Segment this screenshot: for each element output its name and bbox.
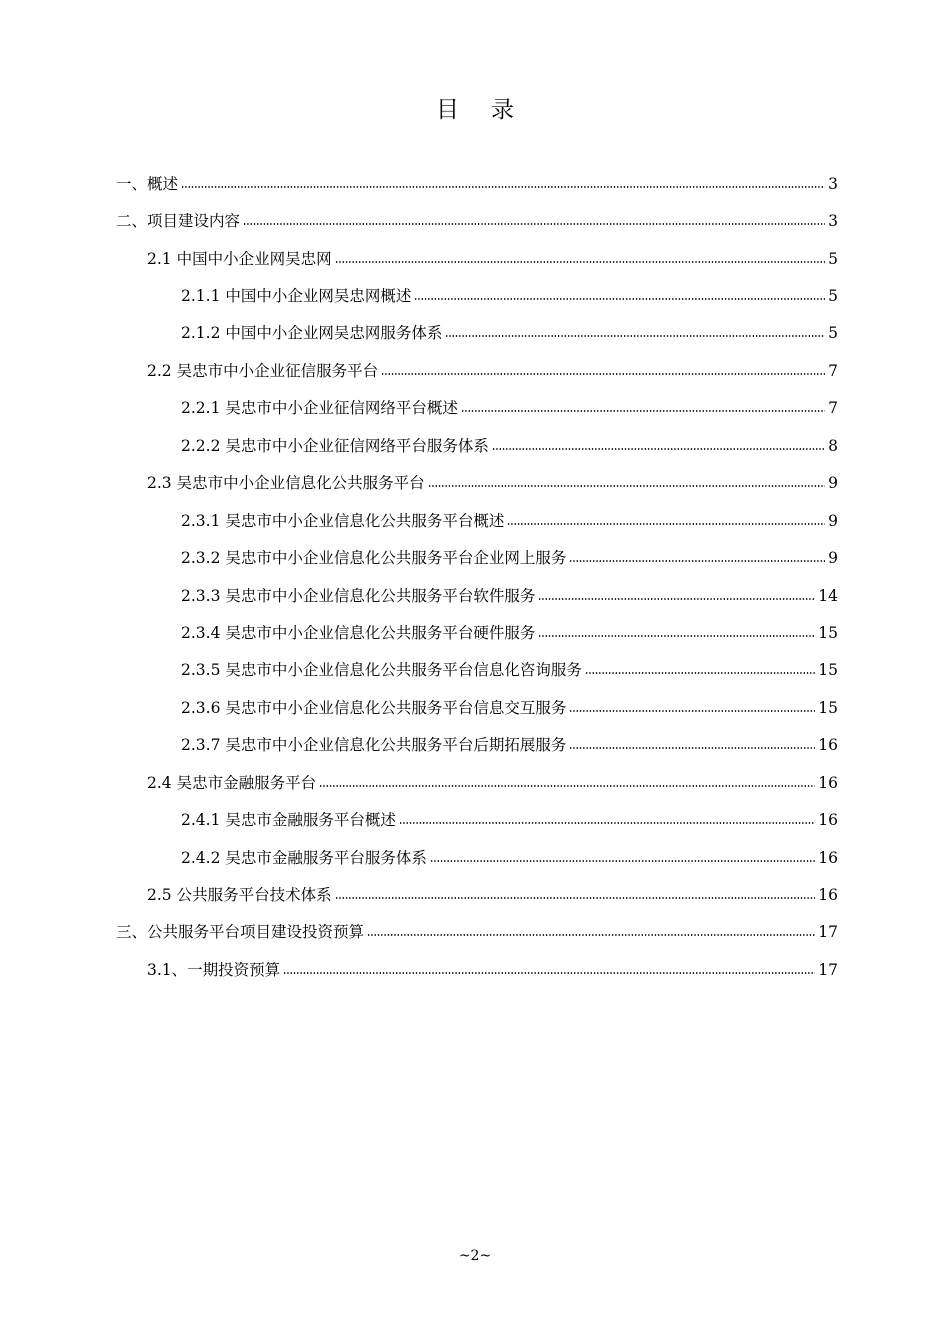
toc-dot-leader: [381, 373, 825, 375]
toc-entry[interactable]: [0, 277, 838, 314]
toc-entry[interactable]: [0, 202, 838, 239]
toc-dot-leader: [538, 635, 815, 637]
toc-dot-leader: [414, 298, 825, 300]
toc-entry[interactable]: [0, 764, 838, 801]
toc-entry-page: 16: [818, 848, 838, 867]
toc-entry-label: 2.3.5 吴忠市中小企业信息化公共服务平台信息化咨询服务: [181, 661, 582, 680]
toc-entry-page: 7: [828, 361, 838, 380]
toc-dot-leader: [585, 672, 815, 674]
toc-dot-leader: [367, 934, 815, 936]
toc-entry[interactable]: [0, 801, 838, 838]
toc-entry[interactable]: [0, 502, 838, 539]
toc-entry-label: 2.2.2 吴忠市中小企业征信网络平台服务体系: [181, 436, 489, 455]
toc-entry-page: 16: [818, 886, 838, 905]
toc-dot-leader: [538, 598, 815, 600]
toc-entry-page: 15: [818, 698, 838, 717]
toc-entry[interactable]: [0, 352, 838, 389]
toc-entry[interactable]: [0, 315, 838, 352]
toc-dot-leader: [445, 335, 825, 337]
toc-entry[interactable]: [0, 614, 838, 651]
toc-entry-label: 2.4.2 吴忠市金融服务平台服务体系: [181, 848, 427, 867]
toc-entry-label: 2.1.1 中国中小企业网吴忠网概述: [181, 287, 412, 306]
toc-entry-page: 15: [818, 661, 838, 680]
toc-entry[interactable]: [0, 951, 838, 988]
toc-dot-leader: [507, 523, 825, 525]
toc-title: 目录: [436, 97, 546, 123]
toc-entry-page: 5: [828, 249, 838, 268]
toc-entry-label: 2.4 吴忠市金融服务平台: [147, 773, 317, 792]
toc-entry-page: 7: [828, 399, 838, 418]
toc-entry-label: 2.3.3 吴忠市中小企业信息化公共服务平台软件服务: [181, 586, 536, 605]
toc-entry-page: 16: [818, 736, 838, 755]
toc-entry-label: 2.3.7 吴忠市中小企业信息化公共服务平台后期拓展服务: [181, 736, 567, 755]
toc-entry-page: 16: [818, 773, 838, 792]
toc-dot-leader: [335, 897, 816, 899]
toc-entry-page: 15: [818, 623, 838, 642]
toc-entry-page: 8: [828, 436, 838, 455]
toc-entry-label: 一、概述: [116, 174, 179, 193]
toc-entry-page: 9: [828, 511, 838, 530]
toc-entry[interactable]: [0, 165, 838, 202]
toc-entry[interactable]: [0, 839, 838, 876]
toc-entry[interactable]: [0, 876, 838, 913]
toc-dot-leader: [243, 223, 825, 225]
toc-entry-label: 2.4.1 吴忠市金融服务平台概述: [181, 811, 396, 830]
toc-entry-label: 2.5 公共服务平台技术体系: [147, 886, 332, 905]
toc-entry-label: 3.1、一期投资预算: [147, 960, 281, 979]
toc-entry-page: 17: [818, 923, 838, 942]
toc-entry[interactable]: [0, 539, 838, 576]
toc-entry[interactable]: [0, 577, 838, 614]
toc-entry[interactable]: [0, 914, 838, 951]
toc-dot-leader: [181, 186, 825, 188]
toc-entry-label: 2.3.1 吴忠市中小企业信息化公共服务平台概述: [181, 511, 505, 530]
page-number: ~2~: [458, 1248, 492, 1264]
toc-dot-leader: [428, 485, 826, 487]
toc-entry[interactable]: [0, 427, 838, 464]
toc-entry-label: 2.1.2 中国中小企业网吴忠网服务体系: [181, 324, 443, 343]
toc-entry-label: 二、项目建设内容: [116, 212, 241, 231]
toc-entry-page: 9: [828, 549, 838, 568]
toc-entry-label: 2.1 中国中小企业网吴忠网: [147, 249, 332, 268]
toc-entry-page: 17: [818, 960, 838, 979]
toc-entry-label: 2.3 吴忠市中小企业信息化公共服务平台: [147, 474, 425, 493]
toc-entry-label: 三、公共服务平台项目建设投资预算: [116, 923, 365, 942]
toc-entry-label: 2.3.6 吴忠市中小企业信息化公共服务平台信息交互服务: [181, 698, 567, 717]
toc-dot-leader: [335, 261, 826, 263]
toc-dot-leader: [319, 785, 815, 787]
toc-entry[interactable]: [0, 727, 838, 764]
toc-entry[interactable]: [0, 390, 838, 427]
toc-entry-label: 2.2 吴忠市中小企业征信服务平台: [147, 361, 379, 380]
toc-entry-page: 5: [828, 287, 838, 306]
toc-entry-label: 2.2.1 吴忠市中小企业征信网络平台概述: [181, 399, 458, 418]
toc-entry[interactable]: [0, 652, 838, 689]
toc-dot-leader: [430, 860, 815, 862]
toc-dot-leader: [283, 972, 815, 974]
toc-entry-page: 5: [828, 324, 838, 343]
toc-entry-page: 3: [828, 174, 838, 193]
toc-dot-leader: [399, 822, 815, 824]
toc-dot-leader: [569, 560, 825, 562]
toc-dot-leader: [569, 747, 815, 749]
toc-entry[interactable]: [0, 240, 838, 277]
toc-entry-page: 14: [818, 586, 838, 605]
toc-entry-label: 2.3.2 吴忠市中小企业信息化公共服务平台企业网上服务: [181, 549, 567, 568]
toc-entry-page: 9: [828, 474, 838, 493]
toc-entry[interactable]: [0, 465, 838, 502]
toc-entry-label: 2.3.4 吴忠市中小企业信息化公共服务平台硬件服务: [181, 623, 536, 642]
toc-dot-leader: [461, 410, 825, 412]
toc-dot-leader: [569, 710, 815, 712]
toc-entry-page: 16: [818, 811, 838, 830]
toc-entry[interactable]: [0, 689, 838, 726]
toc-entry-page: 3: [828, 212, 838, 231]
toc-dot-leader: [492, 448, 825, 450]
table-of-contents: [0, 165, 950, 989]
